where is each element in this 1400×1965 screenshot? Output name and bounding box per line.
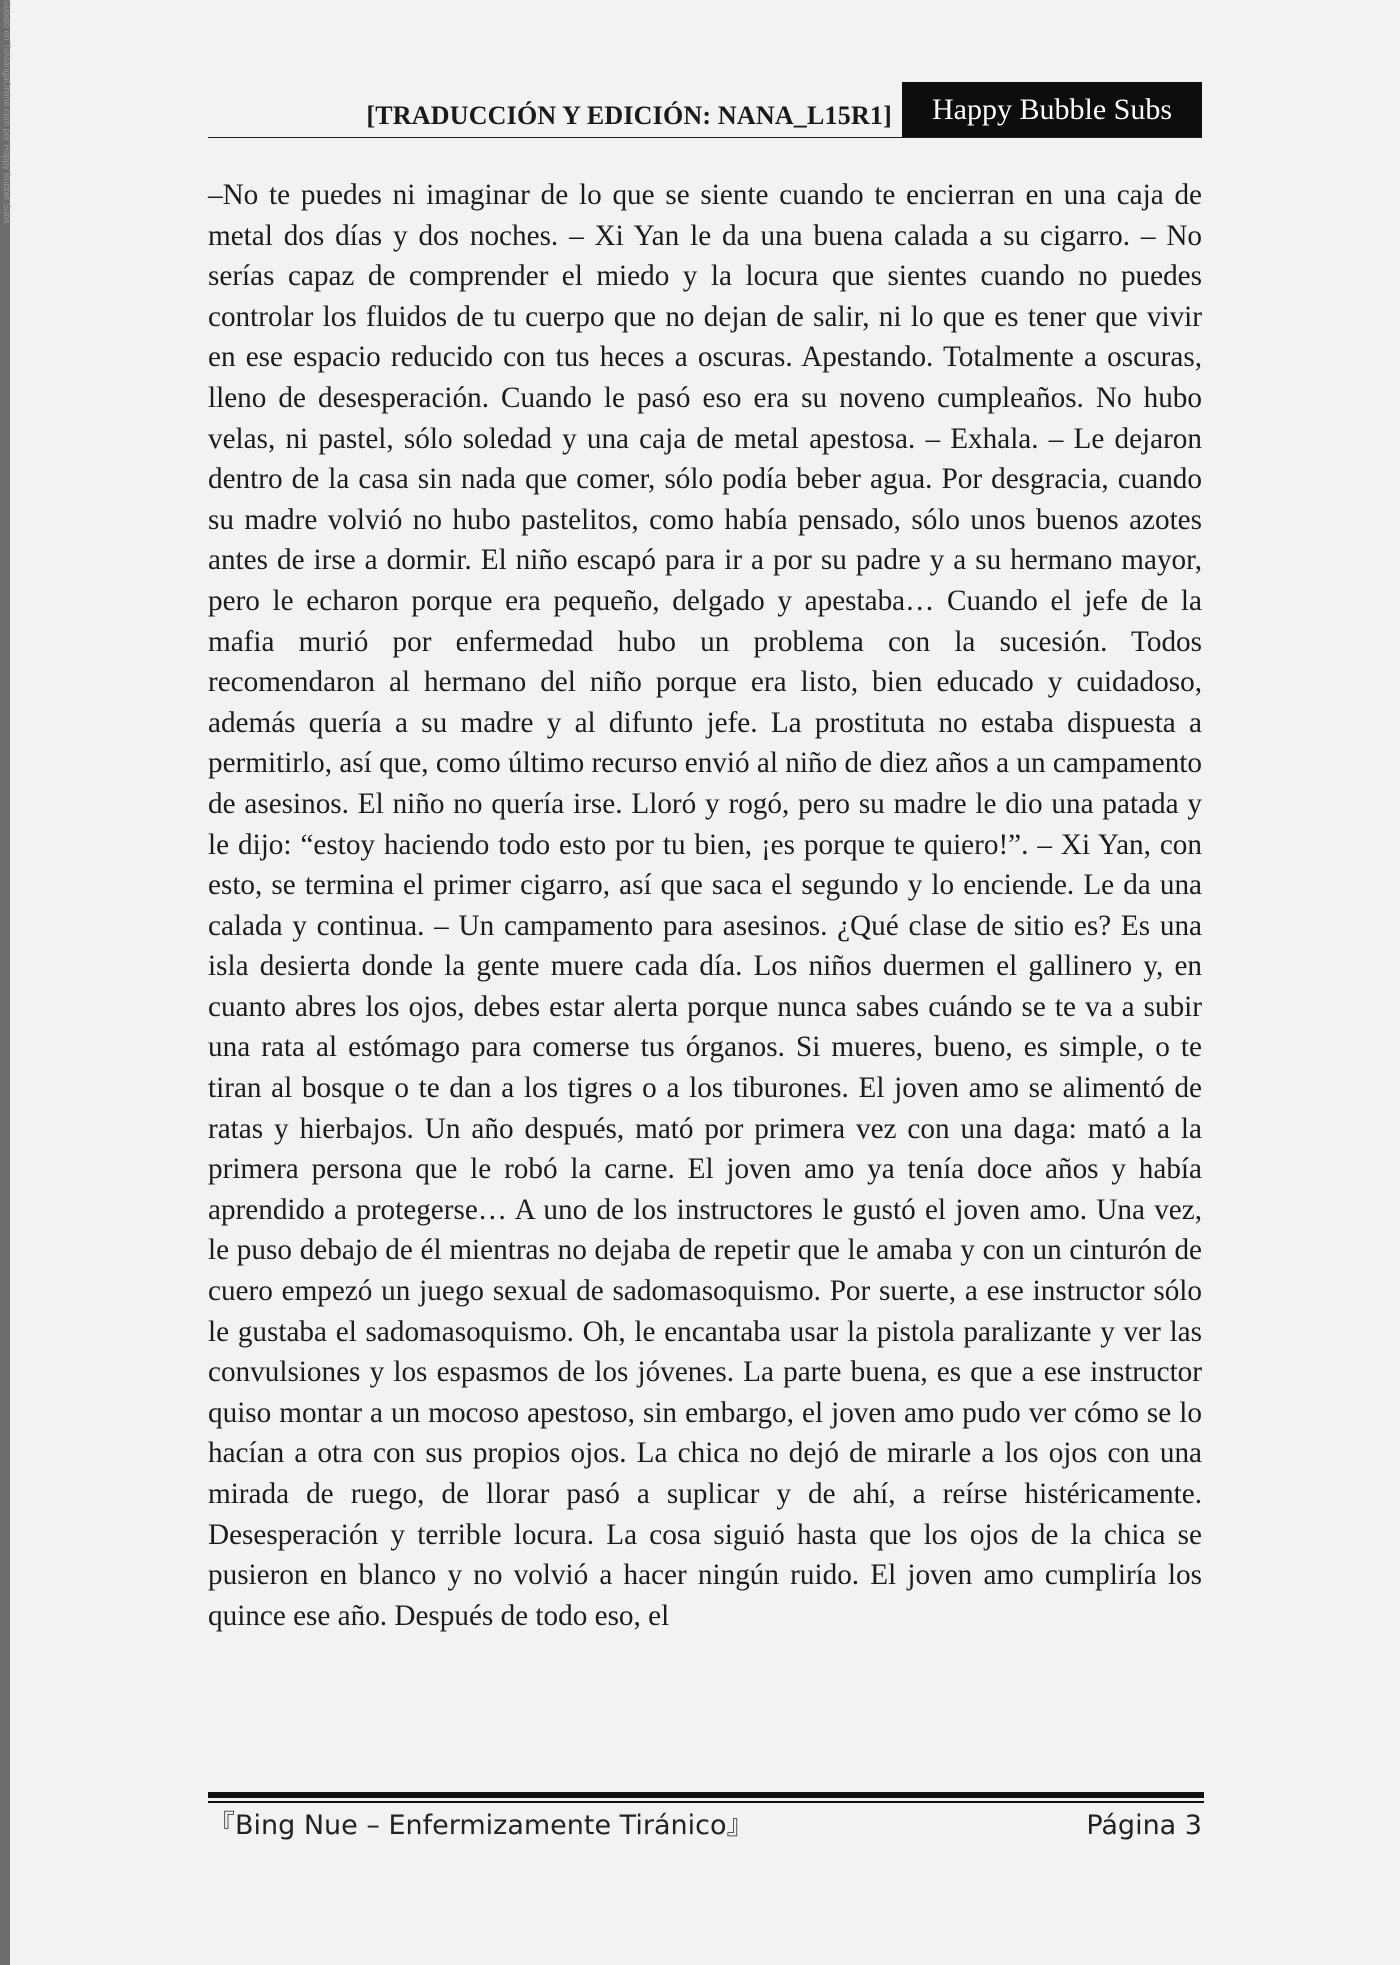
footer-page-number: Página 3: [1086, 1810, 1202, 1841]
page-header: [208, 82, 1202, 138]
body-paragraph: –No te puedes ni imaginar de lo que se siente cuando te encierran en una caja de metal dos días y dos noches. – Xi Yan le da una buena calada a su cigarro. – No serías capaz de comprender el miedo y la locura que sientes cuando no puedes controlar los fluidos de tu cuerpo que no dejan de salir, ni lo que es tener que vivir en ese espacio reducido con tus heces a oscuras. Apestando. Totalmente a oscuras, lleno de desesperación. Cuando le pasó eso era su noveno cumpleaños. No hubo velas, ni pastel, sólo soledad y una caja de metal apestosa. – Exhala. – Le dejaron dentro de la casa sin nada que comer, sólo podía beber agua. Por desgracia, cuando su madre volvió no hubo pastelitos, como había pensado, sólo unos buenos azotes antes de irse a dormir. El niño escapó para ir a por su padre y a su hermano mayor, pero le echaron porque era pequeño, delgado y apestaba… Cuando el jefe de la mafia murió por enfermedad hubo un problema con la sucesión. Todos recomendaron al hermano del niño porque era listo, bien educado y cuidadoso, además quería a su madre y al difunto jefe. La prostituta no estaba dispuesta a permitirlo, así que, como último recurso envió al niño de diez años a un campamento de asesinos. El niño no quería irse. Lloró y rogó, pero su madre le dio una patada y le dijo: “estoy haciendo todo esto por tu bien, ¡es porque te quiero!”. – Xi Yan, con esto, se termina el primer cigarro, así que saca el segundo y lo enciende. Le da una calada y continua. – Un campamento para asesinos. ¿Qué clase de sitio es? Es una isla desierta donde la gente muere cada día. Los niños duermen el gallinero y, en cuanto abres los ojos, debes estar alerta porque nunca sabes cuándo se te va a subir una rata al estómago para comerse tus órganos. Si mueres, bueno, es simple, o te tiran al bosque o te dan a los tigres o a los tiburones. El joven amo se alimentó de ratas y hierbajos. Un año después, mató por primera vez con una daga: mató a la primera persona que le robó la carne. El joven amo ya tenía doce años y había aprendido a protegerse… A uno de los instructores le gustó el joven amo. Una vez, le puso debajo de él mientras no dejaba de repetir que le amaba y con un cinturón de cuero empezó un juego sexual de sadomasoquismo. Por suerte, a ese instructor sólo le gustaba el sadomasoquismo. Oh, le encantaba usar la pistola paralizante y ver las convulsiones y los espasmos de los jóvenes. La parte buena, es que a ese instructor quiso montar a un mocoso apestoso, sin embargo, el joven amo pudo ver cómo se lo hacían a otra con sus propios ojos. La chica no dejó de mirarle a los ojos con una mirada de ruego, de llorar pasó a suplicar y de ahí, a reírse histéricamente. Desesperación y terrible locura. La cosa siguió hasta que los ojos de la chica se pusieron en blanco y no volvió a hacer ningún ruido. El joven amo cumpliría los quince ese año. Después de todo eso, el: [208, 179, 1202, 1632]
footer-book-title: 『Bing Nue – Enfermizamente Tiránico』: [208, 1810, 754, 1841]
left-edge-strip: [0, 0, 10, 1965]
brand-label: Happy Bubble Subs: [902, 82, 1202, 137]
footer-rule-thick: [208, 1792, 1204, 1798]
side-watermark: Subido en TuMangaOnline.com por Happy Bubble Subs: [2, 0, 12, 224]
translation-credit: [TRADUCCIÓN Y EDICIÓN: NANA_L15R1]: [366, 101, 892, 130]
footer-rule-thin: [208, 1801, 1204, 1803]
